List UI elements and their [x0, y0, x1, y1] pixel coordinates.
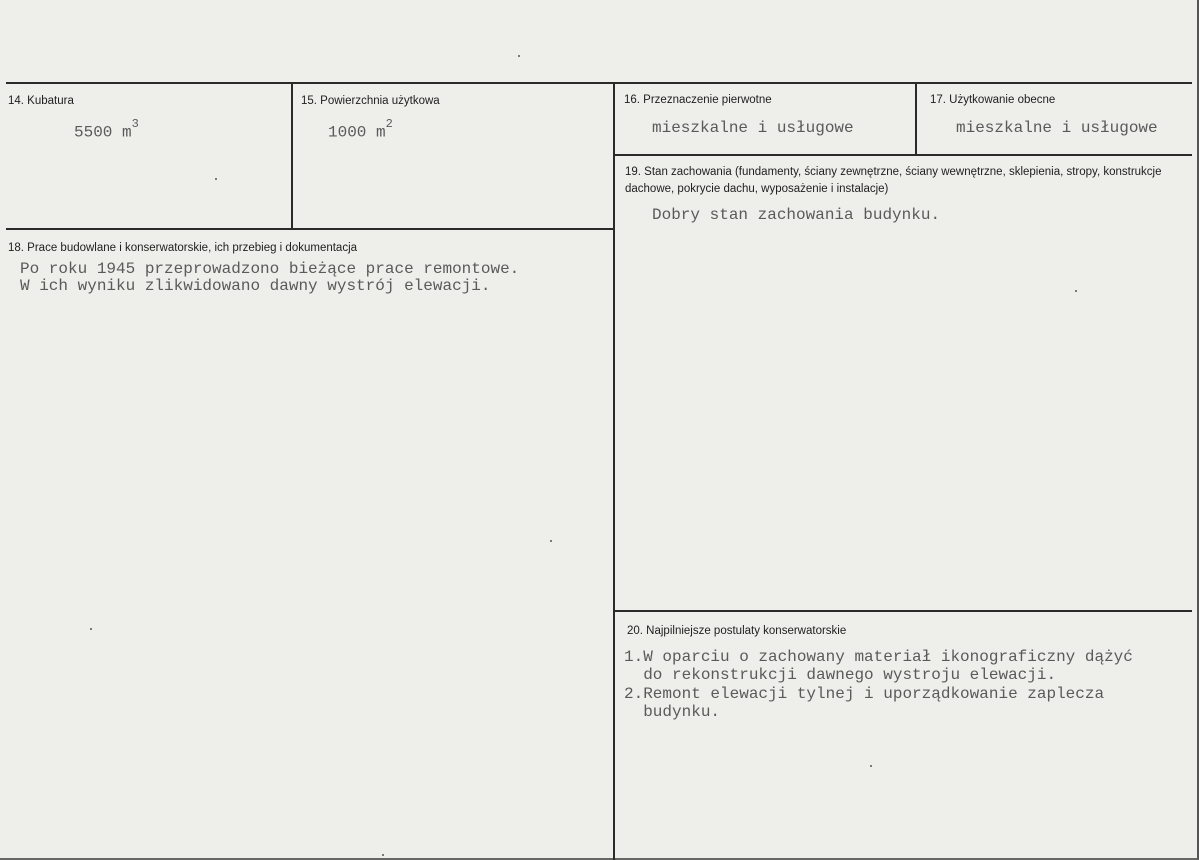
field-20-line-1: 1.W oparciu o zachowany materiał ikonograficzny dążyć	[624, 648, 1133, 666]
field-14-exponent: 3	[131, 117, 139, 131]
field-18-line-2: W ich wyniku zlikwidowano dawny wystrój elewacji.	[20, 277, 491, 295]
top-rule	[6, 82, 1192, 84]
field-15-number: 1000 m	[328, 123, 386, 142]
field-18-label: 18. Prace budowlane i konserwatorskie, ich przebieg i dokumentacja	[8, 242, 358, 254]
paper-speck	[518, 55, 520, 57]
rule-under-16-17	[615, 154, 1192, 156]
divider-left-right	[613, 84, 615, 860]
paper-speck	[870, 765, 872, 767]
field-19-label: 19. Stan zachowania (fundamenty, ściany zewnętrzne, ściany wewnętrzne, sklepienia, stropy, konstrukcje dachowe, pokrycie dachu, wyposażenie i instalacje)	[625, 166, 1162, 195]
divider-14-15	[291, 84, 293, 228]
paper-speck	[1075, 290, 1077, 292]
divider-16-17	[915, 84, 917, 154]
field-14-label: 14. Kubatura	[8, 95, 74, 107]
field-19-value: Dobry stan zachowania budynku.	[652, 206, 941, 224]
paper-speck	[90, 628, 92, 630]
field-14-value	[74, 118, 139, 142]
field-15-exponent: 2	[385, 117, 393, 131]
field-16-label: 16. Przeznaczenie pierwotne	[624, 94, 772, 106]
field-14-number: 5500 m	[74, 123, 132, 142]
paper-speck	[550, 540, 552, 542]
field-20-line-4: budynku.	[624, 703, 721, 721]
field-18-line-1: Po roku 1945 przeprowadzono bieżące prace remontowe.	[20, 260, 520, 278]
field-15-label: 15. Powierzchnia użytkowa	[301, 95, 440, 107]
field-20-label: 20. Najpilniejsze postulaty konserwatorskie	[627, 625, 847, 637]
paper-speck	[215, 178, 217, 180]
field-15-value	[328, 118, 393, 142]
field-20-line-3: 2.Remont elewacji tylnej i uporządkowanie zaplecza	[624, 685, 1105, 703]
rule-under-19	[615, 610, 1192, 612]
field-16-value: mieszkalne i usługowe	[652, 119, 854, 137]
rule-under-14-15	[6, 228, 615, 230]
field-17-label: 17. Użytkowanie obecne	[930, 94, 1056, 106]
field-17-value: mieszkalne i usługowe	[956, 119, 1158, 137]
paper-speck	[382, 854, 384, 856]
field-20-line-2: do rekonstrukcji dawnego wystroju elewacji.	[624, 666, 1057, 684]
